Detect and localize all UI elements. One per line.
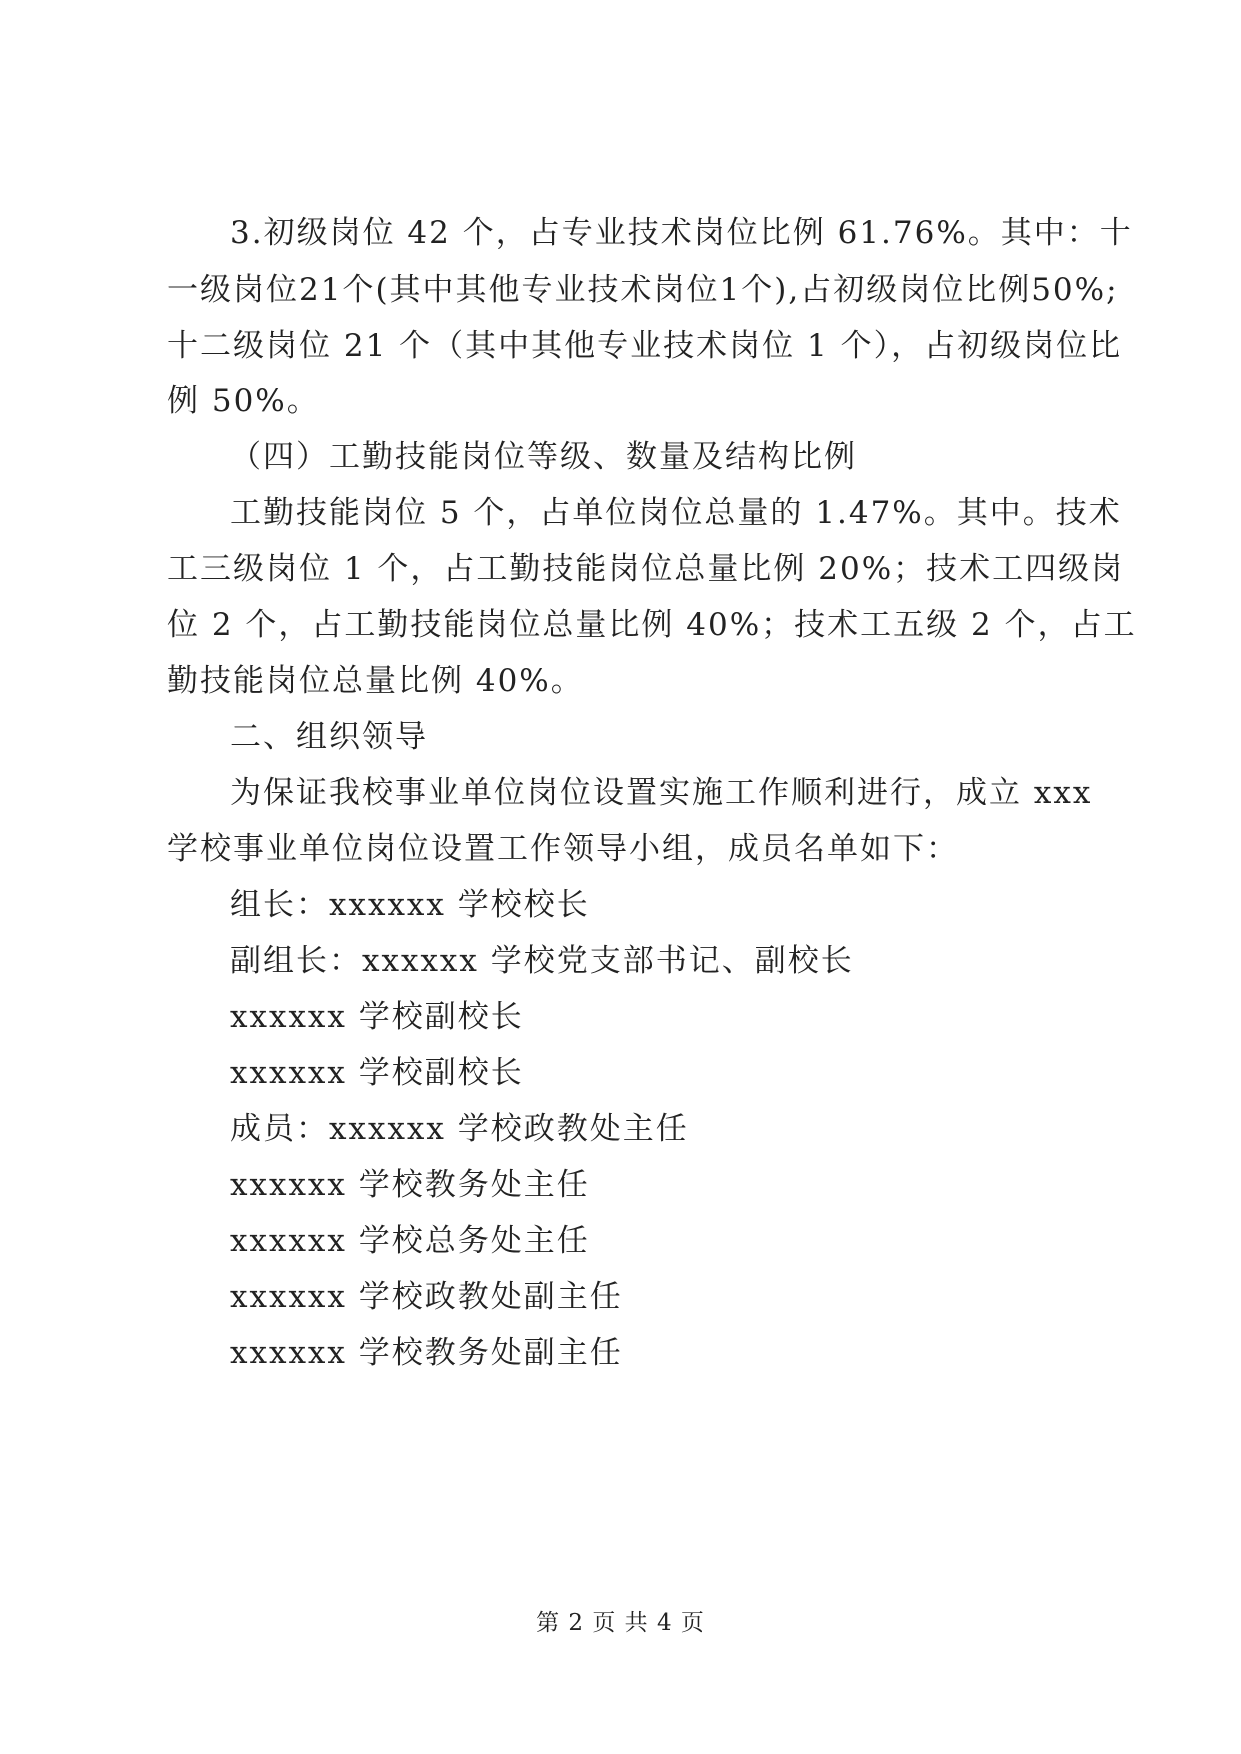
page-number-footer: 第 2 页 共 4 页 <box>536 1610 705 1636</box>
body-line-12: 学校事业单位岗位设置工作领导小组，成员名单如下： <box>167 831 959 867</box>
member-line-3: xxxxxx 学校总务处主任 <box>230 1223 590 1259</box>
deputy-leader-line: 副组长：xxxxxx 学校党支部书记、副校长 <box>230 943 854 979</box>
body-line-11: 为保证我校事业单位岗位设置实施工作顺利进行，成立 xxx <box>230 775 1093 811</box>
section-heading-four: （四）工勤技能岗位等级、数量及结构比例 <box>230 439 857 475</box>
member-line-2: xxxxxx 学校教务处主任 <box>230 1167 590 1203</box>
body-line-1: 3.初级岗位 42 个，占专业技术岗位比例 61.76%。其中：十 <box>230 215 1133 251</box>
body-line-9: 勤技能岗位总量比例 40%。 <box>167 663 584 699</box>
body-line-7: 工三级岗位 1 个，占工勤技能岗位总量比例 20%；技术工四级岗 <box>167 551 1125 587</box>
body-line-3: 十二级岗位 21 个（其中其他专业技术岗位 1 个），占初级岗位比 <box>167 328 1123 364</box>
deputy-line-3: xxxxxx 学校副校长 <box>230 1055 524 1091</box>
member-line-5: xxxxxx 学校教务处副主任 <box>230 1335 623 1371</box>
body-line-8: 位 2 个，占工勤技能岗位总量比例 40%；技术工五级 2 个，占工 <box>167 607 1137 643</box>
leader-line: 组长：xxxxxx 学校校长 <box>230 887 590 923</box>
deputy-line-2: xxxxxx 学校副校长 <box>230 999 524 1035</box>
body-line-6: 工勤技能岗位 5 个，占单位岗位总量的 1.47%。其中。技术 <box>230 495 1122 531</box>
member-line-4: xxxxxx 学校政教处副主任 <box>230 1279 623 1315</box>
member-line-1: 成员：xxxxxx 学校政教处主任 <box>230 1111 689 1147</box>
body-line-2: 一级岗位21个(其中其他专业技术岗位1个),占初级岗位比例50%; <box>167 272 1119 308</box>
section-heading-two: 二、组织领导 <box>230 719 428 755</box>
body-line-4: 例 50%。 <box>167 383 320 419</box>
